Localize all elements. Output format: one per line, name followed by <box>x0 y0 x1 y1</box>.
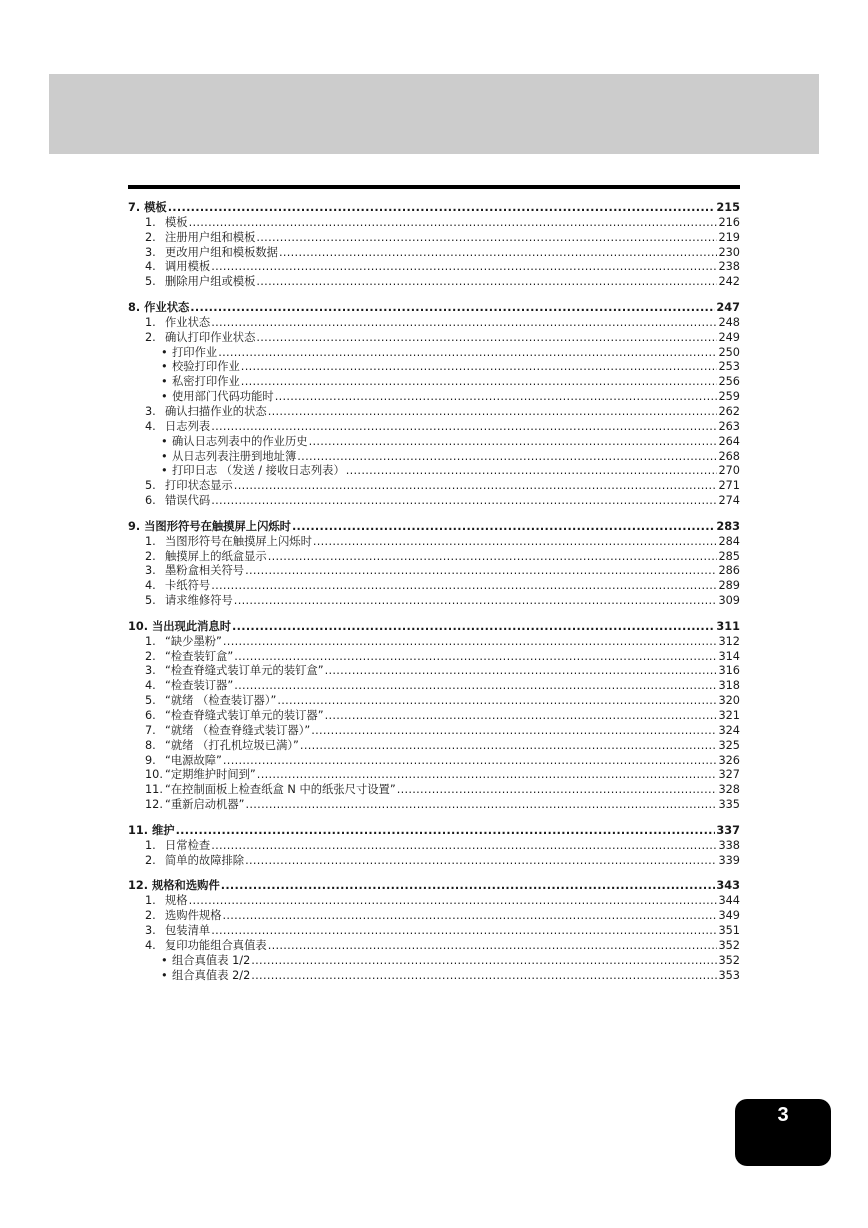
dot-leader <box>277 694 717 709</box>
toc-subentry[interactable] <box>128 954 740 969</box>
chapter-title: 9. 当图形符号在触摸屏上闪烁时 <box>128 519 291 533</box>
entry-title: 从日志列表注册到地址簿 <box>172 449 297 463</box>
page-number-badge <box>735 1099 831 1166</box>
bullet-marker: • <box>161 390 168 404</box>
entry-title: 复印功能组合真值表 <box>165 938 267 952</box>
entry-number: 3. <box>145 923 156 937</box>
entry-page-number: 324 <box>718 723 740 737</box>
entry-number: 2. <box>145 853 156 867</box>
bullet-marker: • <box>161 360 168 374</box>
toc-entry[interactable] <box>128 405 740 420</box>
entry-title: “电源故障” <box>165 753 222 767</box>
chapter-title: 7. 模板 <box>128 201 167 214</box>
dot-leader <box>251 969 717 984</box>
toc-subentry[interactable] <box>128 435 740 450</box>
dot-leader <box>234 650 717 665</box>
dot-leader <box>190 301 715 316</box>
entry-page-number: 321 <box>718 709 740 722</box>
entry-title: 包装清单 <box>165 923 211 937</box>
dot-leader <box>268 405 718 420</box>
entry-number: 3. <box>145 564 156 578</box>
toc-entry[interactable] <box>128 594 740 609</box>
entry-number: 3. <box>145 245 156 259</box>
dot-leader <box>275 390 718 405</box>
chapter-page-number: 337 <box>716 823 740 837</box>
entry-page-number: 263 <box>718 419 740 433</box>
toc-section <box>128 520 740 609</box>
toc-chapter-entry[interactable] <box>128 301 740 316</box>
entry-number: 10. <box>145 768 163 782</box>
entry-page-number: 309 <box>718 594 740 608</box>
entry-number: 2. <box>145 330 156 344</box>
entry-page-number: 242 <box>718 275 740 289</box>
entry-page-number: 274 <box>718 494 740 508</box>
entry-title: 校验打印作业 <box>172 360 240 374</box>
entry-title: “就绪 （检查装订器）” <box>165 694 277 708</box>
dot-leader <box>279 246 717 261</box>
entry-number: 1. <box>145 634 156 648</box>
entry-page-number: 219 <box>718 230 740 244</box>
toc-entry[interactable] <box>128 839 740 854</box>
entry-page-number: 335 <box>718 798 740 812</box>
entry-page-number: 326 <box>718 753 740 767</box>
toc-entry[interactable] <box>128 650 740 665</box>
dot-leader <box>246 798 718 813</box>
dot-leader <box>234 479 718 494</box>
entry-title: “检查脊缝式装订单元的装钉盒” <box>165 664 324 678</box>
entry-number: 5. <box>145 694 156 708</box>
entry-number: 5. <box>145 479 156 493</box>
dot-leader <box>325 709 718 724</box>
entry-number: 9. <box>145 753 156 767</box>
dot-leader <box>245 854 717 869</box>
entry-title: 墨粉盒相关符号 <box>165 564 245 578</box>
dot-leader <box>211 420 717 435</box>
entry-page-number: 259 <box>718 390 740 404</box>
toc-entry[interactable] <box>128 783 740 798</box>
dot-leader <box>256 331 717 346</box>
entry-title: 打印日志 （发送 / 接收日志列表） <box>172 464 345 478</box>
entry-title: 作业状态 <box>165 315 211 329</box>
toc-subentry[interactable] <box>128 346 740 361</box>
table-of-contents <box>128 201 740 994</box>
chapter-title: 11. 维护 <box>128 823 175 837</box>
entry-title: 组合真值表 2/2 <box>172 968 251 982</box>
entry-page-number: 314 <box>718 649 740 663</box>
entry-number: 3. <box>145 404 156 418</box>
entry-page-number: 268 <box>718 449 740 463</box>
entry-page-number: 284 <box>718 534 740 548</box>
entry-page-number: 349 <box>718 909 740 923</box>
chapter-title: 10. 当出现此消息时 <box>128 619 232 633</box>
entry-page-number: 312 <box>718 634 740 648</box>
entry-number: 1. <box>145 894 156 908</box>
entry-number: 2. <box>145 909 156 923</box>
toc-entry[interactable] <box>128 924 740 939</box>
toc-subentry[interactable] <box>128 450 740 465</box>
entry-page-number: 271 <box>718 479 740 493</box>
toc-chapter-entry[interactable] <box>128 879 740 894</box>
dot-leader <box>251 954 717 969</box>
chapter-page-number: 215 <box>716 201 740 214</box>
bullet-marker: • <box>161 434 168 448</box>
entry-page-number: 250 <box>718 345 740 359</box>
dot-leader <box>232 620 715 635</box>
toc-entry[interactable] <box>128 579 740 594</box>
bullet-marker: • <box>161 345 168 359</box>
dot-leader <box>221 879 716 894</box>
dot-leader <box>211 316 717 331</box>
entry-number: 1. <box>145 215 156 229</box>
entry-page-number: 249 <box>718 330 740 344</box>
entry-page-number: 270 <box>718 464 740 478</box>
entry-page-number: 327 <box>718 768 740 782</box>
chapter-title: 12. 规格和选购件 <box>128 879 220 893</box>
dot-leader <box>211 579 717 594</box>
page-number: 3 <box>777 1104 789 1126</box>
entry-page-number: 286 <box>718 564 740 578</box>
entry-title: 简单的故障排除 <box>165 853 245 867</box>
toc-section <box>128 879 740 983</box>
toc-section <box>128 301 740 509</box>
entry-title: 私密打印作业 <box>172 375 240 389</box>
dot-leader <box>397 783 718 798</box>
entry-page-number: 316 <box>718 664 740 678</box>
entry-title: 组合真值表 1/2 <box>172 953 251 967</box>
entry-number: 6. <box>145 709 156 722</box>
entry-number: 5. <box>145 594 156 608</box>
entry-number: 8. <box>145 738 156 752</box>
toc-section <box>128 824 740 869</box>
toc-entry[interactable] <box>128 664 740 679</box>
dot-leader <box>223 909 718 924</box>
entry-number: 3. <box>145 664 156 678</box>
toc-subentry[interactable] <box>128 464 740 479</box>
toc-entry[interactable] <box>128 739 740 754</box>
bullet-marker: • <box>161 464 168 478</box>
chapter-page-number: 247 <box>716 301 740 315</box>
entry-number: 4. <box>145 260 156 274</box>
toc-entry[interactable] <box>128 564 740 579</box>
dot-leader <box>223 635 718 650</box>
dot-leader <box>257 768 718 783</box>
toc-chapter-entry[interactable] <box>128 620 740 635</box>
dot-leader <box>268 939 718 954</box>
toc-chapter-entry[interactable] <box>128 201 740 216</box>
toc-entry[interactable] <box>128 216 740 231</box>
entry-title: 卡纸符号 <box>165 579 211 593</box>
bullet-marker: • <box>161 968 168 982</box>
entry-title: 错误代码 <box>165 494 211 508</box>
dot-leader <box>211 494 717 509</box>
dot-leader <box>256 275 717 290</box>
toc-subentry[interactable] <box>128 360 740 375</box>
entry-title: 确认扫描作业的状态 <box>165 404 267 418</box>
entry-number: 7. <box>145 723 156 737</box>
entry-title: 日常检查 <box>165 838 211 852</box>
entry-number: 2. <box>145 549 156 563</box>
toc-entry[interactable] <box>128 768 740 783</box>
entry-title: 当图形符号在触摸屏上闪烁时 <box>165 534 312 548</box>
entry-title: “缺少墨粉” <box>165 634 222 648</box>
entry-title: 打印作业 <box>172 345 218 359</box>
dot-leader <box>234 594 718 609</box>
toc-entry[interactable] <box>128 246 740 261</box>
toc-entry[interactable] <box>128 275 740 290</box>
entry-title: 规格 <box>165 894 188 908</box>
dot-leader <box>168 201 716 216</box>
entry-title: 请求维修符号 <box>165 594 233 608</box>
entry-page-number: 289 <box>718 579 740 593</box>
toc-entry[interactable] <box>128 709 740 724</box>
entry-number: 4. <box>145 938 156 952</box>
entry-number: 6. <box>145 494 156 508</box>
entry-number: 2. <box>145 230 156 244</box>
chapter-page-number: 283 <box>716 519 740 533</box>
entry-page-number: 320 <box>718 694 740 708</box>
toc-section <box>128 201 740 290</box>
entry-page-number: 253 <box>718 360 740 374</box>
toc-subentry[interactable] <box>128 390 740 405</box>
toc-entry[interactable] <box>128 894 740 909</box>
dot-leader <box>189 894 718 909</box>
toc-subentry[interactable] <box>128 969 740 984</box>
toc-entry[interactable] <box>128 331 740 346</box>
entry-title: “定期维护时间到” <box>165 768 256 782</box>
entry-page-number: 238 <box>718 260 740 274</box>
toc-entry[interactable] <box>128 909 740 924</box>
entry-title: 更改用户组和模板数据 <box>165 245 278 259</box>
entry-page-number: 352 <box>718 938 740 952</box>
entry-page-number: 248 <box>718 315 740 329</box>
entry-number: 11. <box>145 783 163 797</box>
entry-number: 1. <box>145 315 156 329</box>
dot-leader <box>300 739 718 754</box>
dot-leader <box>297 450 717 465</box>
toc-entry[interactable] <box>128 479 740 494</box>
entry-page-number: 344 <box>718 894 740 908</box>
toc-entry[interactable] <box>128 724 740 739</box>
dot-leader <box>268 550 718 565</box>
toc-entry[interactable] <box>128 494 740 509</box>
entry-page-number: 285 <box>718 549 740 563</box>
dot-leader <box>211 924 717 939</box>
dot-leader <box>189 216 718 231</box>
toc-chapter-entry[interactable] <box>128 520 740 535</box>
bullet-marker: • <box>161 953 168 967</box>
dot-leader <box>313 535 718 550</box>
entry-title: “检查装订器” <box>165 679 234 693</box>
header-band <box>49 74 819 154</box>
toc-entry[interactable] <box>128 260 740 275</box>
dot-leader <box>256 231 717 246</box>
dot-leader <box>346 464 718 479</box>
dot-leader <box>241 360 718 375</box>
entry-title: “就绪 （打孔机垃圾已满）” <box>165 738 299 752</box>
entry-title: “检查装钉盒” <box>165 649 234 663</box>
entry-number: 5. <box>145 275 156 289</box>
entry-title: 日志列表 <box>165 419 211 433</box>
entry-title: 确认日志列表中的作业历史 <box>172 434 308 448</box>
toc-entry[interactable] <box>128 420 740 435</box>
entry-title: “检查脊缝式装订单元的装订器” <box>165 709 324 722</box>
dot-leader <box>241 375 718 390</box>
entry-title: “就绪 （检查脊缝式装订器）” <box>165 723 311 737</box>
entry-number: 4. <box>145 419 156 433</box>
toc-entry[interactable] <box>128 316 740 331</box>
entry-page-number: 230 <box>718 245 740 259</box>
dot-leader <box>176 824 716 839</box>
toc-chapter-entry[interactable] <box>128 824 740 839</box>
chapter-title: 8. 作业状态 <box>128 301 190 315</box>
entry-page-number: 352 <box>718 953 740 967</box>
entry-page-number: 353 <box>718 968 740 982</box>
entry-page-number: 328 <box>718 783 740 797</box>
entry-number: 1. <box>145 534 156 548</box>
entry-title: 触摸屏上的纸盒显示 <box>165 549 267 563</box>
entry-title: “在控制面板上检查纸盒 N 中的纸张尺寸设置” <box>165 783 396 797</box>
entry-title: “重新启动机器” <box>165 798 245 812</box>
bullet-marker: • <box>161 449 168 463</box>
entry-number: 4. <box>145 579 156 593</box>
dot-leader <box>311 724 717 739</box>
toc-section <box>128 620 740 813</box>
dot-leader <box>223 754 718 769</box>
entry-title: 模板 <box>165 215 188 229</box>
entry-page-number: 318 <box>718 679 740 693</box>
toc-entry[interactable] <box>128 635 740 650</box>
entry-page-number: 351 <box>718 923 740 937</box>
chapter-page-number: 311 <box>716 619 740 633</box>
dot-leader <box>292 520 715 535</box>
entry-title: 删除用户组或模板 <box>165 275 256 289</box>
entry-title: 使用部门代码功能时 <box>172 390 274 404</box>
toc-entry[interactable] <box>128 535 740 550</box>
entry-title: 打印状态显示 <box>165 479 233 493</box>
entry-page-number: 339 <box>718 853 740 867</box>
dot-leader <box>245 564 717 579</box>
entry-page-number: 216 <box>718 215 740 229</box>
toc-entry[interactable] <box>128 798 740 813</box>
entry-title: 确认打印作业状态 <box>165 330 256 344</box>
toc-entry[interactable] <box>128 754 740 769</box>
entry-number: 4. <box>145 679 156 693</box>
dot-leader <box>218 346 717 361</box>
toc-entry[interactable] <box>128 939 740 954</box>
entry-number: 2. <box>145 649 156 663</box>
entry-page-number: 325 <box>718 738 740 752</box>
dot-leader <box>211 260 717 275</box>
toc-entry[interactable] <box>128 550 740 565</box>
toc-entry[interactable] <box>128 231 740 246</box>
entry-title: 选购件规格 <box>165 909 222 923</box>
toc-entry[interactable] <box>128 854 740 869</box>
entry-number: 12. <box>145 798 163 812</box>
toc-top-rule <box>128 185 740 189</box>
entry-title: 调用模板 <box>165 260 211 274</box>
dot-leader <box>234 679 717 694</box>
entry-page-number: 264 <box>718 434 740 448</box>
entry-page-number: 262 <box>718 404 740 418</box>
bullet-marker: • <box>161 375 168 389</box>
entry-page-number: 338 <box>718 838 740 852</box>
toc-subentry[interactable] <box>128 375 740 390</box>
dot-leader <box>309 435 718 450</box>
entry-title: 注册用户组和模板 <box>165 230 256 244</box>
entry-number: 1. <box>145 838 156 852</box>
toc-entry[interactable] <box>128 694 740 709</box>
dot-leader <box>325 664 718 679</box>
entry-page-number: 256 <box>718 375 740 389</box>
chapter-page-number: 343 <box>716 879 740 893</box>
toc-entry[interactable] <box>128 679 740 694</box>
dot-leader <box>211 839 717 854</box>
